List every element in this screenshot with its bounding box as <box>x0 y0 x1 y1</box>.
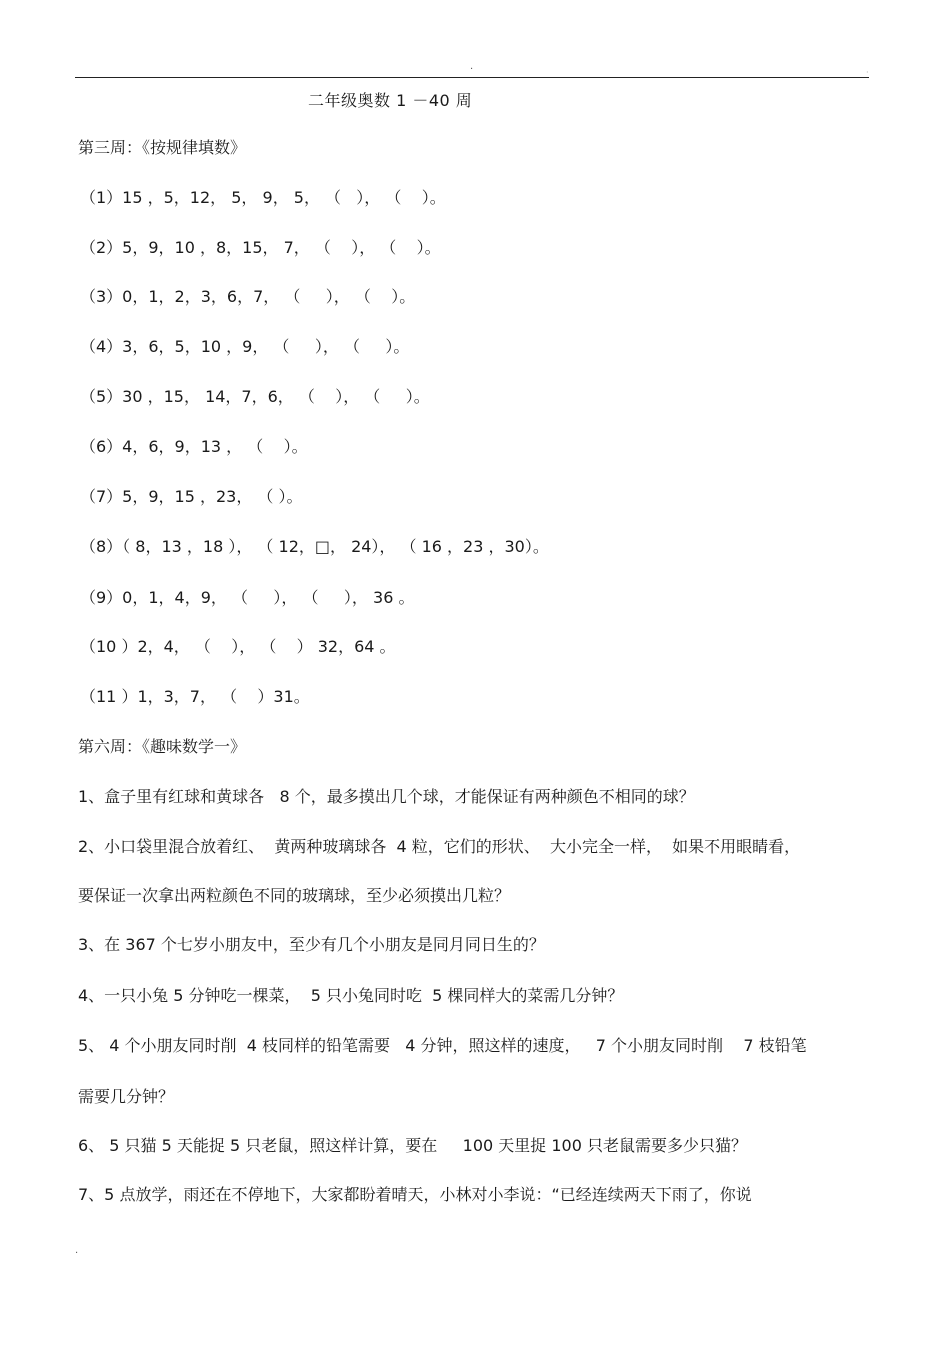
week3-item: （9）0，1，4，9， （ ）， （ ）， 36 。 <box>80 588 415 607</box>
week3-item: （10 ）2，4， （ ）， （ ） 32，64 。 <box>80 637 396 656</box>
week3-item: （2）5，9，10 ，8，15， 7， （ ）， （ ）。 <box>80 238 441 257</box>
week3-heading: 第三周：《按规律填数》 <box>78 138 247 157</box>
week6-line: 7、5 点放学，雨还在不停地下，大家都盼着晴天，小林对小李说：“已经连续两天下雨了，你说 <box>78 1185 752 1204</box>
week3-item: （3）0，1，2，3，6，7， （ ）， （ ）。 <box>80 287 416 306</box>
page-mark-right: · <box>866 68 869 77</box>
week6-line: 1、盒子里有红球和黄球各 8 个，最多摸出几个球，才能保证有两种颜色不相同的球？ <box>78 787 695 806</box>
week3-item: （8）（ 8，13 ，18 ）， （ 12，□， 24）， （ 16 ，23 ，30）。 <box>80 537 549 556</box>
week3-item: （4）3，6，5，10 ，9， （ ）， （ ）。 <box>80 337 410 356</box>
document-title: 二年级奥数 1 －40 周 <box>308 91 473 110</box>
week6-line: 2、小口袋里混合放着红、 黄两种玻璃球各 4 粒，它们的形状、 大小完全一样， 如果不用眼睛看， <box>78 837 801 856</box>
week6-heading: 第六周：《趣味数学一》 <box>78 737 247 756</box>
week6-line: 6、 5 只猫 5 天能捉 5 只老鼠，照这样计算，要在 100 天里捉 100 只老鼠需要多少只猫？ <box>78 1136 748 1155</box>
page-mark-top: . <box>470 61 474 72</box>
week3-item: （6）4，6，9，13 ， （ ）。 <box>80 437 308 456</box>
week3-item: （7）5，9，15 ，23， （ ）。 <box>80 487 303 506</box>
week6-line: 3、在 367 个七岁小朋友中，至少有几个小朋友是同月同日生的？ <box>78 935 545 954</box>
week3-item: （11 ）1，3，7， （ ）31。 <box>80 687 310 706</box>
week6-line: 需要几分钟？ <box>78 1087 175 1106</box>
week3-item: （1）15 ，5，12， 5， 9， 5， （ ）， （ ）。 <box>80 188 446 207</box>
week3-item: （5）30 ，15， 14，7，6， （ ）， （ ）。 <box>80 387 430 406</box>
page-mark-bottom: . <box>75 1245 79 1256</box>
week6-line: 4、一只小兔 5 分钟吃一棵菜， 5 只小兔同时吃 5 棵同样大的菜需几分钟？ <box>78 986 624 1005</box>
week6-line: 要保证一次拿出两粒颜色不同的玻璃球，至少必须摸出几粒？ <box>78 886 511 905</box>
week6-line: 5、 4 个小朋友同时削 4 枝同样的铅笔需要 4 分钟，照这样的速度， 7 个小朋友同时削 7 枝铅笔 <box>78 1036 807 1055</box>
header-rule <box>75 77 869 78</box>
